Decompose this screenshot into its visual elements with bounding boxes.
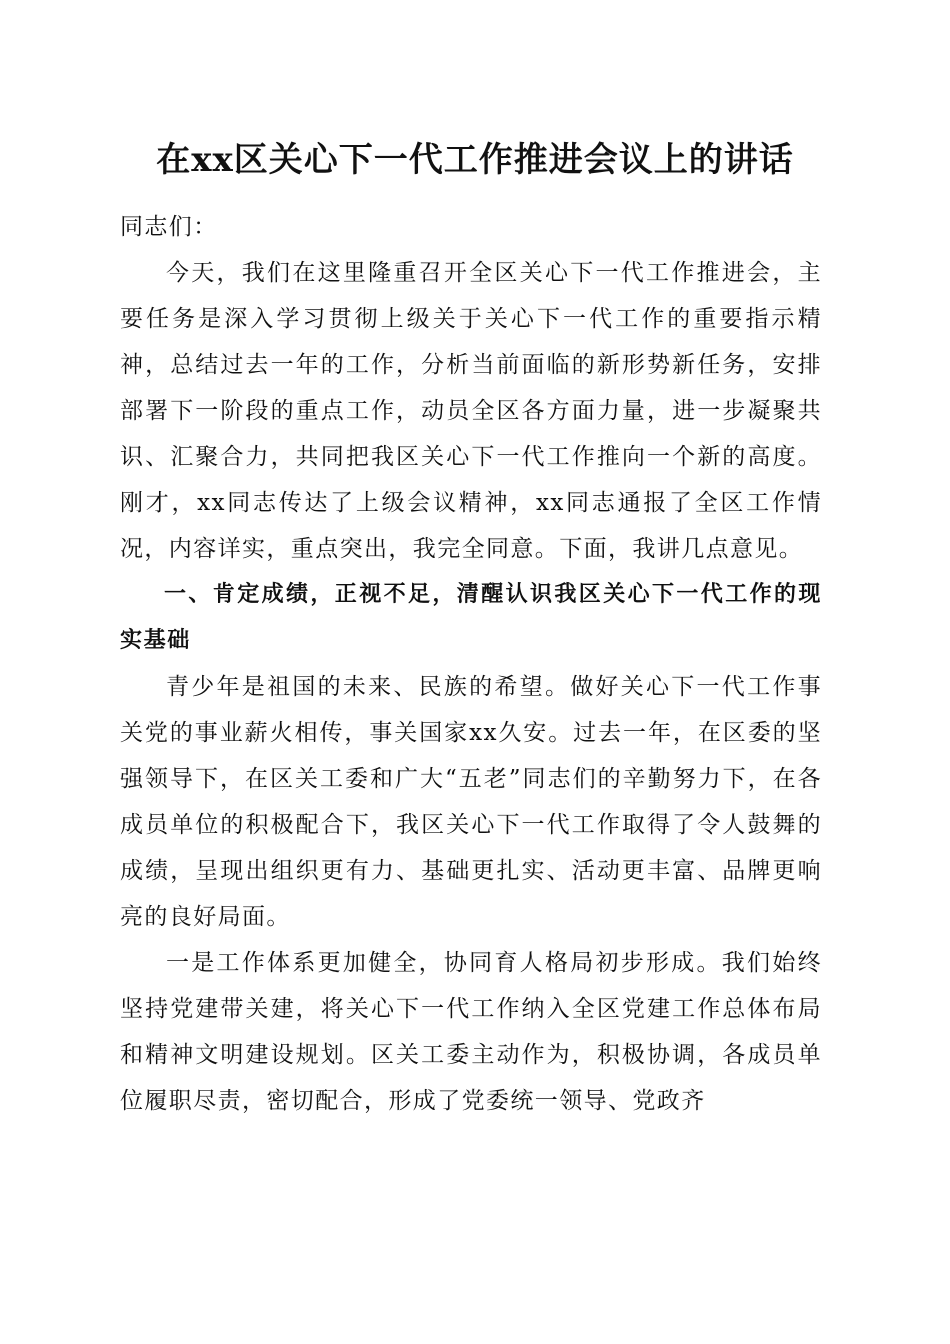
document-title: 在xx区关心下一代工作推进会议上的讲话 — [156, 140, 794, 180]
document-body — [120, 204, 822, 1124]
point-1-text: 我们始终坚持党建带关建，将关心下一代工作纳入全区党建工作总体布局和精神文明建设规划。区关工委主动作为，积极协调，各成员单位履职尽责，密切配合，形成了党委统一领导、党政齐 — [120, 950, 822, 1114]
section1-paragraph-1: 青少年是祖国的未来、民族的希望。做好关心下一代工作事关党的事业薪火相传，事关国家xx久安。过去一年，在区委的坚强领导下，在区关工委和广大“五老”同志们的辛勤努力下，在各成员单位的积极配合下，我区关心下一代工作取得了令人鼓舞的成绩，呈现出组织更有力、基础更扎实、活动更丰富、品牌更响亮的良好局面。 — [120, 674, 822, 930]
section1-point-1 — [120, 940, 822, 1124]
point-1-lead: 一是工作体系更加健全，协同育人格局初步形成。 — [166, 950, 722, 976]
section-heading-1: 一、肯定成绩，正视不足，清醒认识我区关心下一代工作的现实基础 — [120, 582, 822, 653]
intro-paragraph: 今天，我们在这里隆重召开全区关心下一代工作推进会，主要任务是深入学习贯彻上级关于关心下一代工作的重要指示精神，总结过去一年的工作，分析当前面临的新形势新任务，安排部署下一阶段的重点工作，动员全区各方面力量，进一步凝聚共识、汇聚合力，共同把我区关心下一代工作推向一个新的高度。刚才，xx同志传达了上级会议精神，xx同志通报了全区工作情况，内容详实，重点突出，我完全同意。下面，我讲几点意见。 — [120, 260, 822, 562]
salutation: 同志们： — [120, 214, 218, 240]
